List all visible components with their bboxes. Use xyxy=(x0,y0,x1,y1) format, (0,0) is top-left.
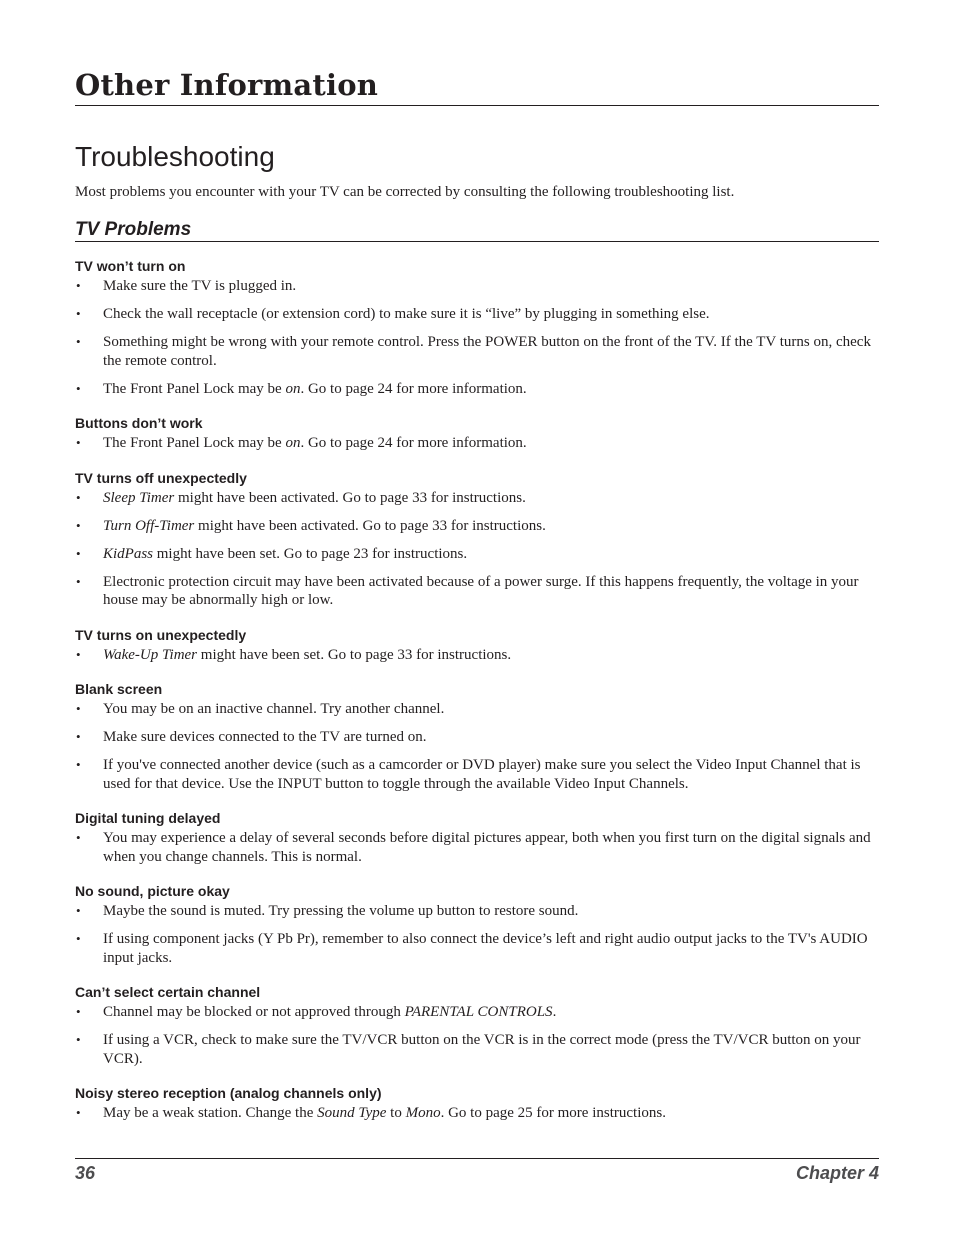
emphasized-text: Sleep Timer xyxy=(103,489,175,506)
problem-heading: Blank screen xyxy=(75,681,163,697)
problem-heading: TV won’t turn on xyxy=(75,258,186,274)
footer-divider xyxy=(75,1158,879,1159)
solution-item xyxy=(75,573,879,610)
solution-list xyxy=(75,1003,879,1068)
solution-item xyxy=(75,728,879,747)
emphasized-text: Turn Off-Timer xyxy=(103,517,195,534)
page-number: 36 xyxy=(75,1163,96,1183)
solution-text: . Go to page 24 for more information. xyxy=(300,435,527,451)
problem-group xyxy=(75,626,879,665)
solution-text: The Front Panel Lock may be xyxy=(103,435,286,451)
solution-text: If you've connected another device (such as a camcorder or DVD player) make sure you select the Video Input Channel that is used for that device. Use the INPUT button to toggle through the available Video Input Channels. xyxy=(103,757,861,792)
solution-text: The Front Panel Lock may be xyxy=(103,380,286,397)
solution-item xyxy=(75,1031,879,1068)
chapter-label: Chapter 4 xyxy=(795,1163,879,1183)
problem-group xyxy=(75,983,879,1068)
problem-heading: TV turns on unexpectedly xyxy=(75,626,247,643)
solution-text: If using a VCR, check to make sure the TV/VCR button on the VCR is in the correct mode (press the TV/VCR button on your VCR). xyxy=(103,1032,861,1067)
solution-list xyxy=(75,902,879,967)
solution-item xyxy=(75,930,879,967)
solution-list xyxy=(75,434,879,453)
troubleshooting-list xyxy=(75,257,879,1123)
solution-text: . xyxy=(552,1004,557,1020)
section-heading: TV Problems xyxy=(75,219,192,240)
solution-item xyxy=(75,829,879,866)
problem-group xyxy=(75,469,879,610)
emphasized-text: Wake-Up Timer xyxy=(103,646,198,663)
solution-list xyxy=(75,646,879,665)
problem-heading: Noisy stereo reception (analog channels only) xyxy=(75,1085,382,1101)
emphasized-text: PARENTAL CONTROLS xyxy=(404,1004,553,1020)
solution-text: Something might be wrong with your remote control. Press the POWER button on the front of the TV. If the TV turns on, check the remote control. xyxy=(103,334,871,369)
emphasized-text: Sound Type xyxy=(317,1105,387,1121)
solution-list xyxy=(75,1104,879,1123)
solution-list xyxy=(75,700,879,793)
solution-text: May be a weak station. Change the xyxy=(103,1105,318,1121)
problem-heading: Can’t select certain channel xyxy=(75,984,261,1000)
solution-text: might have been set. Go to page 33 for instructions. xyxy=(197,646,512,663)
solution-text: Make sure the TV is plugged in. xyxy=(103,278,297,294)
problem-group xyxy=(75,882,879,967)
solution-text: . Go to page 24 for more information. xyxy=(300,380,527,397)
solution-text: Maybe the sound is muted. Try pressing the volume up button to restore sound. xyxy=(103,903,579,919)
solution-item xyxy=(75,517,879,536)
solution-item xyxy=(75,700,879,719)
solution-list xyxy=(75,829,879,866)
solution-item xyxy=(75,646,879,665)
solution-text: . Go to page 25 for more instructions. xyxy=(440,1105,666,1121)
solution-text: If using component jacks (Y Pb Pr), remember to also connect the device’s left and right audio output jacks to the TV's AUDIO input jacks. xyxy=(103,931,868,966)
problem-heading: Buttons don’t work xyxy=(75,415,203,431)
problem-group xyxy=(75,1084,879,1123)
emphasized-text: on xyxy=(285,435,301,451)
solution-item xyxy=(75,380,879,399)
solution-text: to xyxy=(386,1105,406,1121)
solution-item xyxy=(75,902,879,921)
solution-list xyxy=(75,277,879,398)
problem-group xyxy=(75,257,879,398)
emphasized-text: Mono xyxy=(405,1105,441,1121)
solution-item xyxy=(75,305,879,324)
problem-group xyxy=(75,809,879,866)
problem-group xyxy=(75,680,879,793)
header-title: Other Information xyxy=(75,68,379,102)
solution-text: might have been activated. Go to page 33 for instructions. xyxy=(194,517,546,534)
solution-text: Check the wall receptacle (or extension cord) to make sure it is “live” by plugging in something else. xyxy=(103,306,710,322)
solution-text: might have been activated. Go to page 33 for instructions. xyxy=(174,489,526,506)
solution-item xyxy=(75,545,879,564)
emphasized-text: on xyxy=(285,380,301,397)
intro-paragraph: Most problems you encounter with your TV can be corrected by consulting the following troubleshooting list. xyxy=(75,184,735,200)
problem-heading: Digital tuning delayed xyxy=(75,810,221,826)
solution-item xyxy=(75,434,879,453)
problem-group xyxy=(75,414,879,453)
section-divider xyxy=(75,241,879,242)
problem-heading: TV turns off unexpectedly xyxy=(75,469,247,486)
solution-text: You may be on an inactive channel. Try another channel. xyxy=(103,701,445,717)
solution-item xyxy=(75,277,879,296)
page-title: Troubleshooting xyxy=(75,141,275,172)
emphasized-text: KidPass xyxy=(103,545,154,562)
header-divider xyxy=(75,105,879,106)
solution-text: Electronic protection circuit may have been activated because of a power surge. If this happens frequently, the voltage in your house may be abnormally high or low. xyxy=(103,573,859,608)
solution-item xyxy=(75,756,879,793)
solution-text: You may experience a delay of several seconds before digital pictures appear, both when you first turn on the digital signals and when you change channels. This is normal. xyxy=(103,830,871,865)
solution-text: Channel may be blocked or not approved through xyxy=(103,1004,405,1020)
solution-item xyxy=(75,489,879,508)
solution-list xyxy=(75,489,879,610)
problem-heading: No sound, picture okay xyxy=(75,883,230,899)
solution-text: might have been set. Go to page 23 for instructions. xyxy=(153,545,468,562)
solution-text: Make sure devices connected to the TV are turned on. xyxy=(103,729,427,745)
solution-item xyxy=(75,333,879,370)
solution-item xyxy=(75,1003,879,1022)
solution-item xyxy=(75,1104,879,1123)
